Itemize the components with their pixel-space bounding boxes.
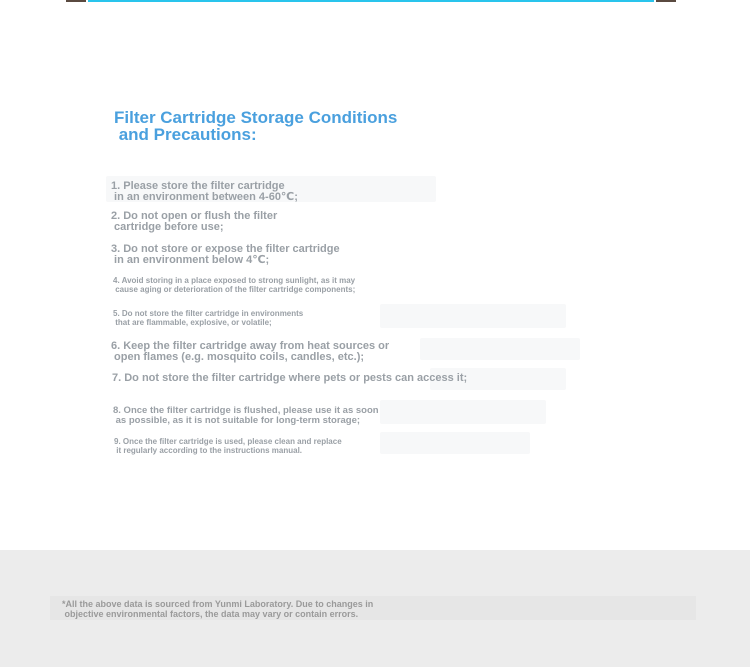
ghost-row <box>420 338 580 360</box>
precaution-item: 7. Do not store the filter cartridge where pets or pests can access it; <box>112 372 468 384</box>
precaution-item: 4. Avoid storing in a place exposed to strong sunlight, as it may cause aging or deterioration of the filter cartridge components; <box>113 276 356 294</box>
precaution-item: 5. Do not store the filter cartridge in environments that are flammable, explosive, or volatile; <box>113 309 304 327</box>
ghost-row <box>380 432 530 454</box>
precaution-item: 6. Keep the filter cartridge away from heat sources or open flames (e.g. mosquito coils, candles, etc.); <box>111 340 390 363</box>
data-source-note: *All the above data is sourced from Yunmi Laboratory. Due to changes in objective environmental factors, the data may vary or contain errors. <box>62 599 374 619</box>
precaution-item: 9. Once the filter cartridge is used, please clean and replace it regularly according to the instructions manual. <box>114 437 342 455</box>
footer-disclaimer-area <box>0 550 750 667</box>
ghost-row <box>380 304 566 328</box>
precaution-item: 3. Do not store or expose the filter cartridge in an environment below 4℃; <box>111 243 340 266</box>
precaution-item: 8. Once the filter cartridge is flushed, please use it as soon as possible, as it is not suitable for long-term storage; <box>113 405 379 426</box>
section-title: Filter Cartridge Storage Conditions and Precautions: <box>114 108 398 144</box>
precaution-item: 1. Please store the filter cartridge in an environment between 4-60℃; <box>111 180 298 203</box>
top-corner-right-accent <box>656 0 676 2</box>
top-accent-bar <box>88 0 654 2</box>
top-corner-left-accent <box>66 0 86 2</box>
ghost-row <box>380 400 546 424</box>
precaution-item: 2. Do not open or flush the filter cartridge before use; <box>111 210 278 233</box>
